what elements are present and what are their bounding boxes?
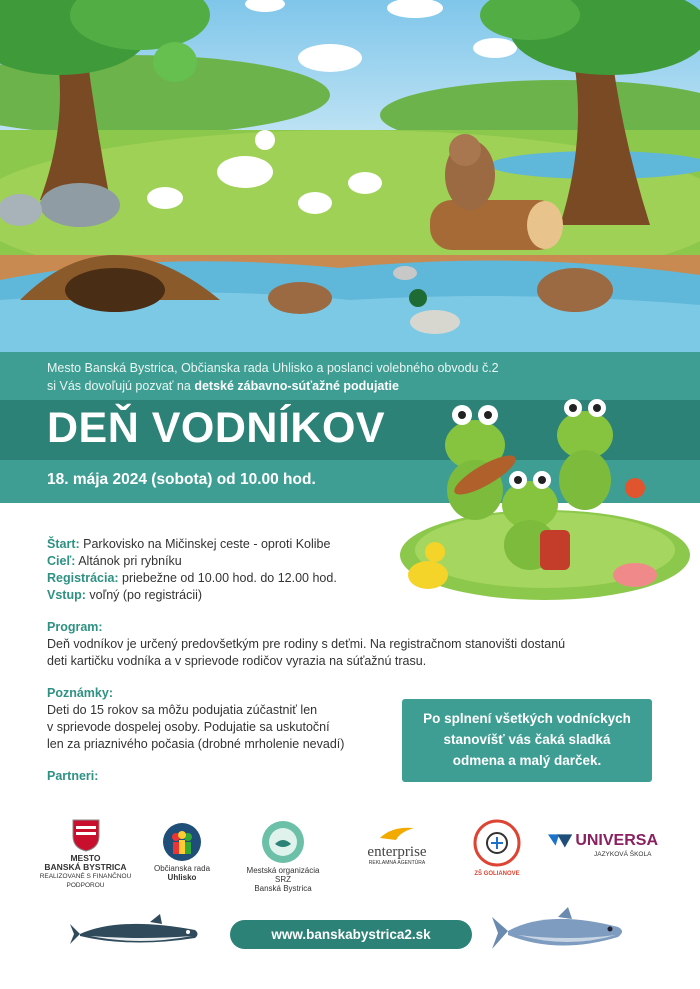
finish-value: Altánok pri rybníku	[75, 554, 182, 568]
logo-universa	[548, 830, 658, 859]
logo-enterprise	[352, 824, 442, 866]
intro-line-2-text: si Vás dovoľujú pozvať na	[47, 379, 195, 393]
entry-row	[47, 587, 337, 604]
program-section	[47, 619, 647, 670]
start-label: Štart:	[47, 537, 80, 551]
notes-heading: Poznámky:	[47, 686, 113, 700]
intro-line-2-bold: detské zábavno-súťažné podujatie	[194, 379, 399, 393]
partners-heading-wrap	[47, 768, 647, 785]
mesto-line-1: MESTO	[70, 853, 101, 863]
enterprise-sub: REKLAMNÁ AGENTÚRA	[368, 860, 426, 866]
zs-name: ZŠ GOLIANOVE	[474, 871, 520, 877]
registration-label: Registrácia:	[47, 571, 119, 585]
start-row	[47, 536, 337, 553]
partners-heading: Partneri:	[47, 769, 99, 783]
event-title: DEŇ VODNÍKOV	[47, 404, 386, 452]
partner-logos	[0, 818, 700, 898]
city-crest-icon	[71, 818, 101, 852]
mesto-line-4: PODPOROU	[66, 882, 105, 889]
intro-line-1: Mesto Banská Bystrica, Občianska rada Uhlisko a poslanci volebného obvodu č.2	[47, 361, 499, 375]
rada-line-1: Občianska rada	[153, 864, 211, 873]
mesto-line-3: REALIZOVANÉ S FINANČNOU	[39, 873, 132, 880]
reward-line-2: stanovíšť vás čaká sladká	[443, 732, 611, 747]
fish-right-icon	[488, 905, 633, 957]
enterprise-name: enterprise	[367, 844, 427, 860]
reward-line-3: odmena a malý darček.	[452, 753, 602, 768]
program-line-2: deti kartičku vodníka a v sprievode rodičov vyrazia na súťažnú trasu.	[47, 654, 427, 668]
pond-illustration	[0, 0, 700, 352]
program-line-1: Deň vodníkov je určený predovšetkým pre rodiny s deťmi. Na registračnom stanovišti dostanú	[47, 637, 566, 651]
entry-label: Vstup:	[47, 588, 86, 602]
reward-line-1: Po splnení všetkých vodníckych	[423, 711, 631, 726]
srz-line-1: Mestská organizácia SRZ	[246, 866, 320, 884]
logo-obcianska-rada	[142, 822, 222, 882]
logo-srz	[238, 820, 328, 893]
notes-line-3: len za priaznivého počasia (drobné mrholenie nevadí)	[47, 737, 345, 751]
registration-row	[47, 570, 337, 587]
people-group-icon	[162, 822, 202, 862]
fish-left-icon	[70, 912, 210, 952]
notes-section	[47, 685, 392, 753]
logo-zs-golianove	[462, 818, 532, 879]
program-heading: Program:	[47, 620, 103, 634]
notes-line-2: v sprievode dospelej osoby. Podujatie sa uskutoční	[47, 720, 330, 734]
bird-icon	[378, 824, 416, 842]
registration-value: priebežne od 10.00 hod. do 12.00 hod.	[118, 571, 337, 585]
universa-row	[548, 830, 658, 850]
universa-name: UNIVERSA	[575, 831, 658, 849]
finish-label: Cieľ:	[47, 554, 76, 568]
start-value: Parkovisko na Mičinskej ceste - oproti Kolibe	[79, 537, 331, 551]
notes-line-1: Deti do 15 rokov sa môžu podujatia zúčastniť len	[47, 703, 318, 717]
mesto-line-2: BANSKÁ BYSTRICA	[44, 862, 127, 872]
rada-line-2: Uhlisko	[167, 873, 197, 882]
website-link[interactable]: www.banskabystrica2.sk	[230, 920, 472, 949]
finish-row	[47, 553, 337, 570]
fishing-club-emblem-icon	[261, 820, 305, 864]
event-date: 18. mája 2024 (sobota) od 10.00 hod.	[47, 471, 316, 488]
entry-value: voľný (po registrácii)	[85, 588, 203, 602]
universa-mark-icon	[548, 830, 572, 850]
logo-mesto-banska-bystrica	[38, 818, 133, 890]
school-badge-icon	[472, 818, 522, 868]
frog-band-illustration	[390, 380, 700, 610]
srz-line-2: Banská Bystrica	[254, 884, 312, 893]
event-details	[47, 536, 337, 604]
universa-sub: JAZYKOVÁ ŠKOLA	[594, 851, 652, 858]
